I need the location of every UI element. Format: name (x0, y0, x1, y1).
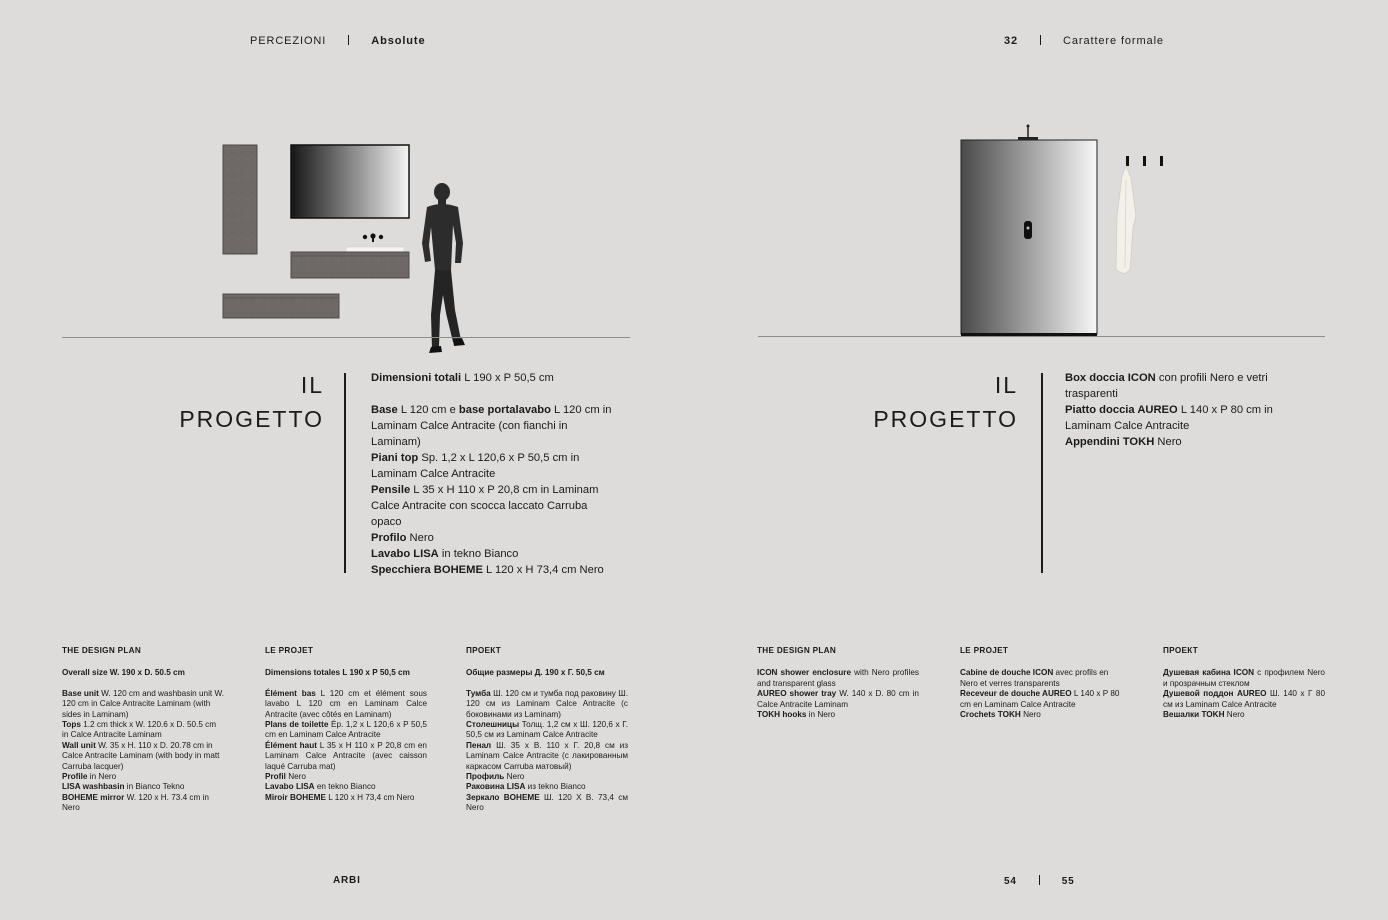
translation-fr-right (960, 646, 1124, 720)
translation-ru-left (466, 646, 628, 814)
column-item: Miroir BOHEME L 120 x H 73,4 cm Nero (265, 792, 415, 802)
spec-line: Appendini TOKH Nero (1065, 436, 1182, 448)
spec-line: Profilo Nero (371, 532, 434, 544)
person-figure (422, 183, 465, 353)
lisa-washbasin (346, 247, 404, 252)
specs-left (371, 370, 615, 578)
column-heading: LE PROJET (960, 646, 1009, 655)
column-item: Столешницы Толщ. 1,2 см x Ш. 120,6 x Г. 50,5 см из Laminam Calce Antracite (466, 720, 628, 740)
translation-en-right (757, 646, 919, 720)
column-subheading: Dimensions totales L 190 x P 50,5 cm (265, 668, 410, 678)
column-item: Plans de toilette Ép. 1,2 x L 120,6 x P 50,5 cm en Laminam Calce Antracite (265, 720, 427, 740)
column-item: Душевая кабина ICON с профилем Nero и прозрачным стеклом (1163, 668, 1325, 688)
column-item: Вешалки TOKH Nero (1163, 710, 1245, 720)
title-line: IL (994, 372, 1018, 398)
column-item: Profile in Nero (62, 772, 117, 782)
divider-right (1041, 373, 1043, 573)
footer-separator (1039, 875, 1040, 885)
spec-line: Base L 120 cm e base portalavabo L 120 cm in Laminam Calce Antracite (con fianchi in Laminam) (371, 404, 612, 448)
shower-illustration (950, 120, 1180, 342)
specs-right (1065, 370, 1309, 450)
column-item: Cabine de douche ICON avec profils en Nero et verres transparents (960, 668, 1109, 688)
spec-line: Box doccia ICON con profili Nero e vetri trasparenti (1065, 372, 1268, 400)
column-item: Профиль Nero (466, 772, 525, 782)
brand-name: ARBI (333, 875, 361, 886)
shower-control (1024, 221, 1032, 239)
title-line: IL (300, 372, 324, 398)
column-heading: THE DESIGN PLAN (62, 646, 142, 655)
column-item: Пенал Ш. 35 x В. 110 x Г. 20,8 см из Laminam Calce Antracite (с лакированным каркасом Carruba матовый) (466, 740, 628, 771)
chapter-title: Carattere formale (1063, 35, 1164, 47)
column-item: Зеркало BOHEME Ш. 120 X В. 73,4 см Nero (466, 792, 628, 813)
header-separator (1040, 35, 1041, 45)
header-separator (348, 35, 349, 45)
column-item: Раковина LISA из tekno Bianco (466, 782, 586, 792)
column-item: Receveur de douche AUREO L 140 x P 80 cm en Laminam Calce Antracite (960, 689, 1120, 709)
section-label: PERCEZIONI (250, 35, 327, 47)
column-heading: ПРОЕКТ (1163, 646, 1199, 655)
spec-line: Piani top Sp. 1,2 x L 120,6 x P 50,5 cm in Laminam Calce Antracite (371, 452, 580, 480)
column-item: Тумба Ш. 120 см и тумба под раковину Ш. 120 см из Laminam Calce Antracite (с боковинами из Laminam) (466, 688, 628, 719)
column-item: Wall unit W. 35 x H. 110 x D. 20.78 cm in Calce Antracite Laminam (with body in matt Carruba lacquer) (62, 740, 220, 771)
column-item: ICON shower enclosure with Nero profiles and transparent glass (757, 668, 919, 688)
spec-line: Dimensioni totali L 190 x P 50,5 cm (371, 372, 554, 384)
translation-en-left (62, 646, 224, 814)
column-item: Base unit W. 120 cm and washbasin unit W. 120 cm in Calce Antracite Laminam (with sides in Laminam) (62, 688, 225, 719)
spec-line: Pensile L 35 x H 110 x P 20,8 cm in Laminam Calce Antracite con scocca laccato Carruba opaco (371, 484, 599, 528)
column-item: Душевой поддон AUREO Ш. 140 x Г 80 см из Laminam Calce Antracite (1163, 689, 1325, 709)
column-item: TOKH hooks in Nero (757, 710, 836, 720)
translation-fr-left (265, 646, 427, 803)
title-line: PROGETTO (179, 406, 324, 432)
header-right (1004, 35, 1164, 47)
page-numbers (1004, 875, 1074, 887)
boheme-mirror (291, 145, 409, 218)
spec-line: Piatto doccia AUREO L 140 x P 80 cm in Laminam Calce Antracite (1065, 404, 1273, 432)
column-subheading: Общие размеры Д. 190 x Г. 50,5 см (466, 668, 605, 678)
spec-line: Lavabo LISA in tekno Bianco (371, 548, 519, 560)
header-left (250, 35, 426, 47)
tokh-hook (1143, 156, 1146, 166)
page-number-left: 54 (1004, 876, 1017, 887)
column-item: LISA washbasin in Bianco Tekno (62, 782, 185, 792)
column-heading: LE PROJET (265, 646, 314, 655)
column-item: AUREO shower tray W. 140 x D. 80 cm in Calce Antracite Laminam (757, 689, 919, 709)
collection-title: Absolute (371, 35, 426, 47)
translation-ru-right (1163, 646, 1325, 720)
title-line: PROGETTO (873, 406, 1018, 432)
floor-line-left (62, 337, 630, 338)
column-item: Lavabo LISA en tekno Bianco (265, 782, 376, 792)
column-heading: ПРОЕКТ (466, 646, 502, 655)
project-title-right (844, 368, 1018, 436)
project-title-left (150, 368, 324, 436)
column-item: Crochets TOKH Nero (960, 710, 1041, 720)
tokh-hook (1160, 156, 1163, 166)
column-item: Élément haut L 35 x H 110 x P 20,8 cm en Laminam Calce Antracite (avec caisson laqué Carruba mat) (265, 740, 427, 771)
wall-unit (223, 145, 257, 254)
column-item: Tops 1.2 cm thick x W. 120.6 x D. 50.5 cm in Calce Antracite Laminam (62, 720, 217, 740)
tokh-hook (1126, 156, 1129, 166)
chapter-number: 32 (1004, 35, 1019, 47)
floor-line-right (758, 336, 1325, 337)
column-item: BOHEME mirror W. 120 x H. 73.4 cm in Nero (62, 792, 209, 813)
divider-left (344, 373, 346, 573)
column-subheading: Overall size W. 190 x D. 50.5 cm (62, 668, 185, 678)
column-heading: THE DESIGN PLAN (757, 646, 837, 655)
bathroom-furniture-illustration (215, 135, 495, 360)
spec-line: Specchiera BOHEME L 120 x H 73,4 cm Nero (371, 564, 604, 576)
column-item: Profil Nero (265, 772, 306, 782)
column-item: Élément bas L 120 cm et élément sous lavabo L 120 cm en Laminam Calce Antracite (avec côtés en Laminam) (265, 688, 427, 719)
page-number-right: 55 (1061, 876, 1075, 887)
